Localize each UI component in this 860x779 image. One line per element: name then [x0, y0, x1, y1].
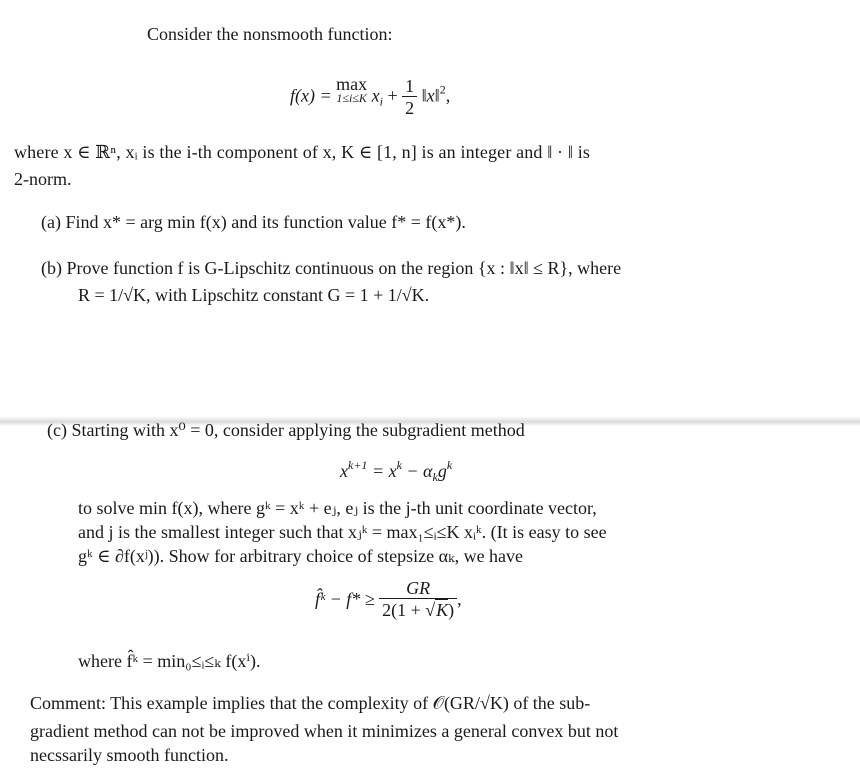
part-c-line-4: gᵏ ∈ ∂f(xʲ)). Show for arbitrary choice of stepsize αₖ, we have	[78, 546, 524, 566]
intro-text: Consider the nonsmooth function:	[147, 24, 393, 44]
bound-sqrt-sign: √	[425, 600, 436, 620]
bound-trail: ,	[457, 589, 462, 609]
comment-line-1: Comment: This example implies that the complexity of 𝒪(GR/√K) of the sub-	[30, 693, 591, 713]
main-equation	[290, 76, 450, 119]
bound-inequality	[315, 578, 462, 621]
update-rhs-sup: k	[396, 458, 402, 472]
where-line-1: where x ∈ ℝⁿ, xᵢ is the i-th component of x, K ∈ [1, n] is an integer and ‖ · ‖ is	[14, 142, 591, 162]
part-c-line-1: (c) Starting with x⁰ = 0, consider applying the subgradient method	[47, 420, 525, 440]
update-rhs: = x	[371, 461, 397, 481]
max-arg-sub: i	[379, 94, 383, 109]
norm-term: ‖x‖	[421, 85, 440, 106]
max-limits: 1≤i≤K	[336, 91, 367, 105]
update-rule	[340, 458, 452, 485]
eq-plus: +	[387, 85, 398, 106]
update-minus-alpha: − α	[406, 461, 433, 481]
half-fraction	[402, 76, 417, 119]
bound-fraction	[379, 578, 457, 621]
bound-den-sqrt: K	[436, 600, 449, 620]
bound-den	[379, 599, 457, 621]
update-alpha-sub: k	[432, 470, 438, 484]
max-operator	[336, 76, 367, 104]
where-line-2: 2-norm.	[14, 169, 72, 189]
bound-den-post: )	[448, 600, 455, 620]
eq-trail: ,	[445, 85, 451, 106]
half-num: 1	[402, 76, 417, 97]
comment-line-3: necssarily smooth function.	[30, 745, 229, 765]
bound-den-pre: 2(1 +	[382, 600, 426, 620]
bound-num: GR	[379, 578, 457, 599]
update-g-sup: k	[446, 458, 453, 472]
part-c-line-2: to solve min f(x), where gᵏ = xᵏ + eⱼ, eⱼ is the j-th unit coordinate vector,	[78, 498, 597, 518]
update-lhs-sup: k+1	[348, 458, 368, 472]
part-a: (a) Find x* = arg min f(x) and its function value f* = f(x*).	[41, 212, 466, 232]
part-c-line-3: and j is the smallest integer such that xⱼᵏ = max₁≤ᵢ≤K xᵢᵏ. (It is easy to see	[78, 522, 607, 542]
part-b-line-1: (b) Prove function f is G-Lipschitz continuous on the region {x : ‖x‖ ≤ R}, where	[41, 258, 622, 278]
update-g: g	[437, 461, 447, 481]
half-den: 2	[405, 98, 415, 118]
max-op-text: max	[336, 74, 368, 94]
max-arg: x	[371, 85, 380, 106]
eq-lhs: f(x) =	[290, 85, 332, 106]
bound-lhs: f̂ᵏ − f* ≥	[315, 589, 375, 609]
comment-line-2: gradient method can not be improved when it minimizes a general convex but not	[30, 721, 619, 741]
update-lhs: x	[340, 461, 348, 481]
part-b-line-2: R = 1/√K, with Lipschitz constant G = 1 + 1/√K.	[78, 285, 430, 305]
part-c-line-5: where f̂ᵏ = min₀≤ᵢ≤ₖ f(xⁱ).	[78, 651, 261, 671]
norm-power: 2	[439, 82, 446, 97]
